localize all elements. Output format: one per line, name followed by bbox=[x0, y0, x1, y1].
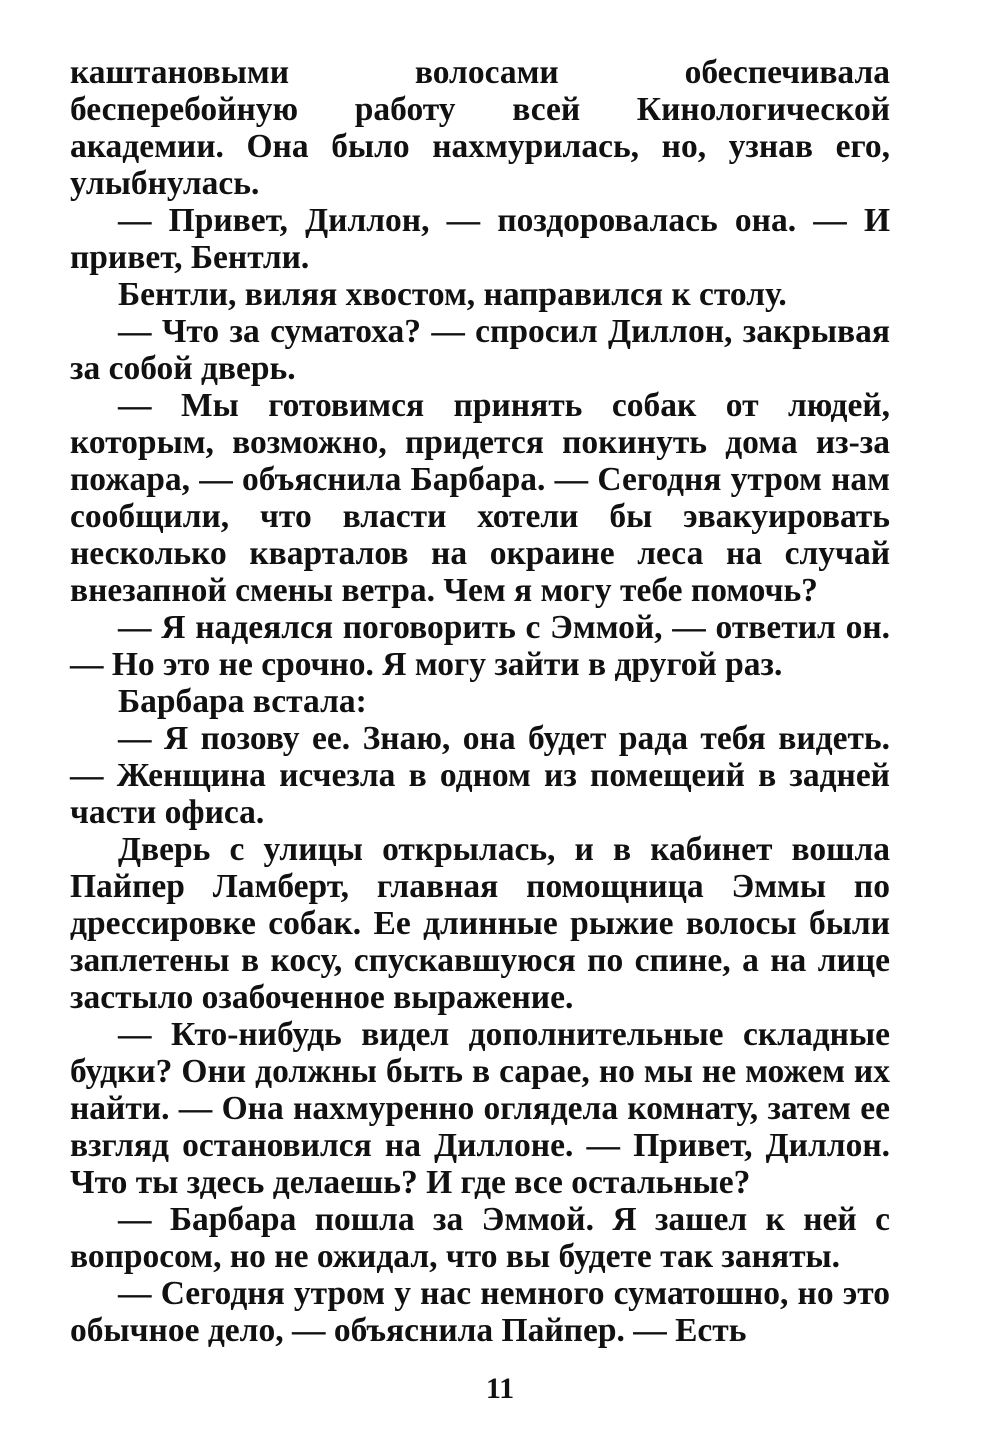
paragraph-3: Бентли, виляя хвостом, направился к столу. bbox=[118, 276, 787, 313]
paragraph-10: — Кто-нибудь видел дополнительные складные будки? Они должны быть в сарае, но мы не можем их найти. — Она нахмуренно оглядела комнату, затем ее взгляд остановился на Диллоне. — Привет, Диллон. Что ты здесь делаешь? И где все остальные? bbox=[70, 1016, 890, 1201]
paragraph-8: — Я позову ее. Знаю, она будет рада тебя видеть. — Женщина исчезла в одном из помещеий в задней части офиса. bbox=[70, 720, 890, 831]
paragraph-1: каштановыми волосами обеспечивала бесперебойную работу всей Кинологической академии. Она было нахмурилась, но, узнав его, улыбнулась. bbox=[70, 54, 890, 202]
paragraph-7: Барбара встала: bbox=[118, 683, 367, 720]
page-body bbox=[70, 54, 890, 1349]
paragraph-5: — Мы готовимся принять собак от людей, которым, возможно, придется покинуть дома из-за пожара, — объяснила Барбара. — Сегодня утром нам сообщили, что власти хотели бы эвакуировать несколько кварталов на окраине леса на случай внезапной смены ветра. Чем я могу тебе помочь? bbox=[70, 387, 890, 609]
paragraph-4: — Что за суматоха? — спросил Диллон, закрывая за собой дверь. bbox=[70, 313, 890, 387]
paragraph-9: Дверь с улицы открылась, и в кабинет вошла Пайпер Ламберт, главная помощница Эммы по дрессировке собак. Ее длинные рыжие волосы были заплетены в косу, спускавшуюся по спине, а на лице застыло озабоченное выражение. bbox=[70, 831, 890, 1016]
paragraph-2: — Привет, Диллон, — поздоровалась она. — И привет, Бентли. bbox=[70, 202, 890, 276]
paragraph-12: — Сегодня утром у нас немного суматошно, но это обычное дело, — объяснила Пайпер. — Есть bbox=[70, 1275, 890, 1349]
paragraph-6: — Я надеялся поговорить с Эммой, — ответил он. — Но это не срочно. Я могу зайти в другой раз. bbox=[70, 609, 890, 683]
page-number: 11 bbox=[485, 1372, 515, 1405]
paragraph-11: — Барбара пошла за Эммой. Я зашел к ней с вопросом, но не ожидал, что вы будете так заняты. bbox=[70, 1201, 890, 1275]
